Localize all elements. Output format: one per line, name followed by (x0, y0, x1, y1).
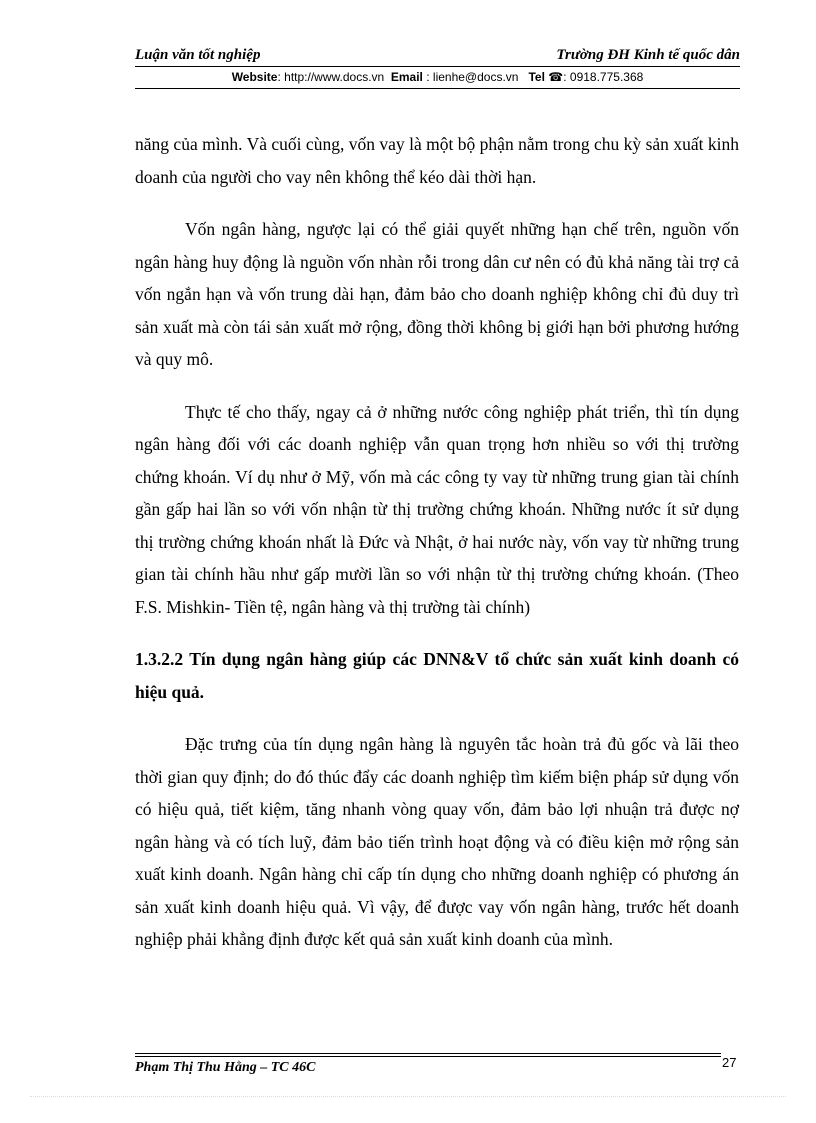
header-university: Trường ĐH Kinh tế quốc dân (556, 47, 740, 63)
paragraph-1: năng của mình. Và cuối cùng, vốn vay là một bộ phận nằm trong chu kỳ sản xuất kinh doanh của người cho vay nên không thể kéo dài thời hạn. (135, 134, 739, 187)
header-divider-top (135, 66, 740, 67)
website-value[interactable]: : http://www.docs.vn (277, 70, 385, 84)
header-thesis-label: Luận văn tốt nghiệp (135, 47, 261, 63)
email-label: Email (390, 70, 423, 84)
website-label: Website (231, 70, 278, 84)
footer-divider-2 (135, 1056, 721, 1057)
tel-label: Tel (528, 70, 545, 84)
header-divider-bottom (135, 88, 740, 89)
paragraph-3: Thực tế cho thấy, ngay cả ở những nước công nghiệp phát triển, thì tín dụng ngân hàng đối với các doanh nghiệp vẫn quan trọng hơn nhiều so với thị trường chứng khoán. Ví dụ như ở Mỹ, vốn mà các công ty vay từ những trung gian tài chính gần gấp hai lần so với vốn nhận từ thị trường chứng khoán. Những nước ít sử dụng thị trường chứng khoán nhất là Đức và Nhật, ở hai nước này, vốn vay từ những trung gian tài chính hầu như gấp mười lần so với nhận từ thị trường chứng khoán. (Theo F.S. Mishkin- Tiền tệ, ngân hàng và thị trường tài chính) (135, 401, 739, 617)
page-number: 27 (722, 1055, 737, 1070)
paragraph-2: Vốn ngân hàng, ngược lại có thể giải quyết những hạn chế trên, nguồn vốn ngân hàng huy động là nguồn vốn nhàn rỗi trong dân cư nên có đủ khả năng tài trợ cả vốn ngắn hạn và vốn trung dài hạn, đảm bảo cho doanh nghiệp không chỉ đủ duy trì sản xuất mà còn tái sản xuất mở rộng, đồng thời không bị giới hạn bởi phương hướng và quy mô. (135, 219, 739, 369)
phone-icon: ☎ (548, 70, 564, 84)
page-bottom-border (30, 1096, 786, 1097)
footer-divider-1 (135, 1053, 721, 1054)
email-value[interactable]: : lienhe@docs.vn (426, 70, 519, 84)
footer-author: Phạm Thị Thu Hằng – TC 46C (135, 1060, 316, 1075)
section-heading: 1.3.2.2 Tín dụng ngân hàng giúp các DNN&V tổ chức sản xuất kinh doanh có hiệu quả. (135, 649, 739, 702)
tel-value: : 0918.775.368 (563, 70, 644, 84)
header-contact (135, 70, 740, 84)
paragraph-4: Đặc trưng của tín dụng ngân hàng là nguyên tắc hoàn trả đủ gốc và lãi theo thời gian quy định; do đó thúc đẩy các doanh nghiệp tìm kiếm biện pháp sử dụng vốn có hiệu quả, tiết kiệm, tăng nhanh vòng quay vốn, đảm bảo lợi nhuận trả được nợ ngân hàng và có tích luỹ, đảm bảo tiến trình hoạt động và có điều kiện mở rộng sản xuất kinh doanh. Ngân hàng chỉ cấp tín dụng cho những doanh nghiệp có phương án sản xuất kinh doanh hiệu quả. Vì vậy, để được vay vốn ngân hàng, trước hết doanh nghiệp phải khẳng định được kết quả sản xuất kinh doanh của mình. (135, 734, 739, 949)
document-body (135, 128, 739, 976)
